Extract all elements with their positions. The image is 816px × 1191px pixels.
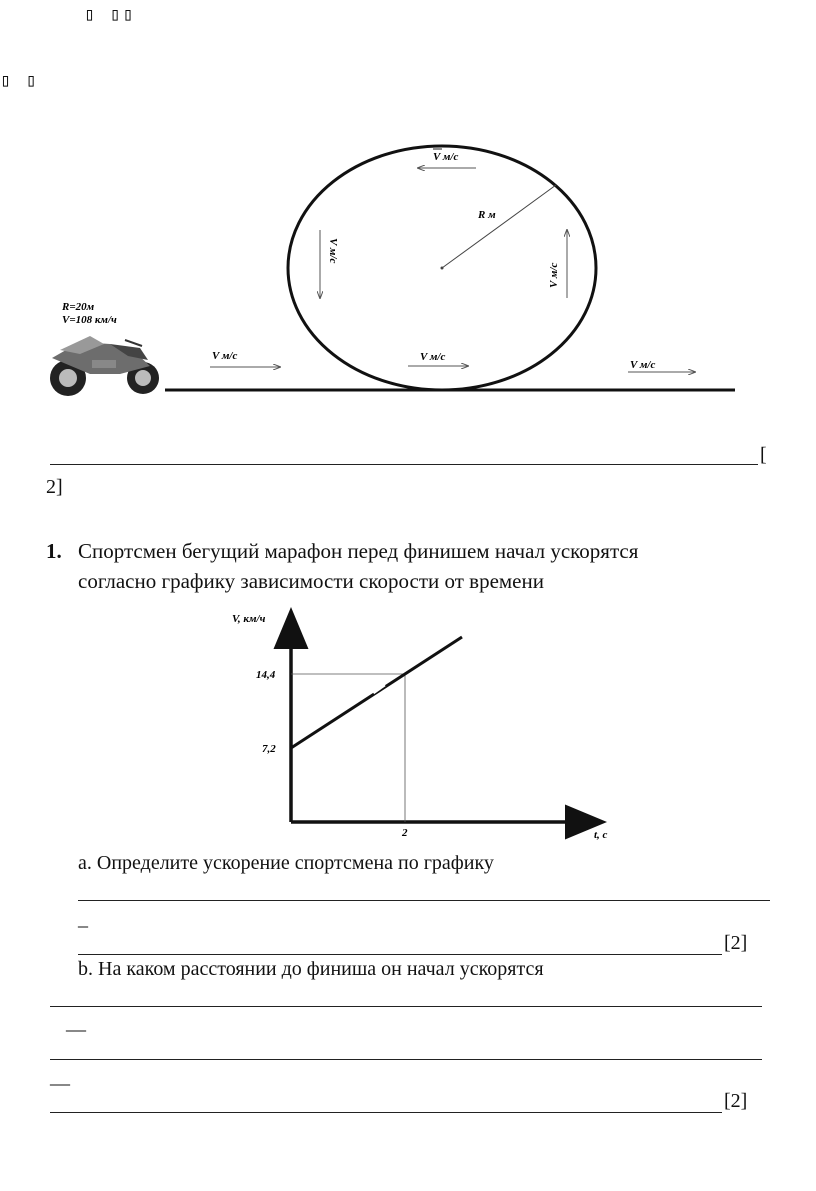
answer-line-a2[interactable]	[78, 954, 722, 955]
dash-b1: __	[66, 1012, 86, 1034]
y-tick-label-14-4: 14,4	[256, 668, 276, 681]
loop-center	[441, 267, 444, 270]
task-number: 1.	[46, 539, 62, 563]
task-text-line2: согласно графику зависимости скорости от времени	[78, 569, 544, 593]
dash-b2: __	[50, 1066, 70, 1088]
vel-label-left: V м/с	[327, 238, 339, 264]
vel-label-after: V м/с	[630, 359, 656, 371]
radius-label: R м	[478, 209, 496, 221]
header-glyphs-top: ▯ ▯▯	[84, 4, 136, 25]
part-a-question: a. Определите ускорение спортсмена по графику	[78, 852, 494, 874]
dash-a: _	[78, 908, 88, 930]
vel-label-before: V м/с	[212, 350, 238, 362]
series-line	[291, 637, 462, 748]
y-axis-label: V, км/ч	[232, 613, 266, 625]
answer-line-b1[interactable]	[50, 1006, 762, 1007]
velocity-time-chart	[220, 600, 640, 850]
mark-first: [	[760, 444, 767, 466]
x-axis-label: t, с	[594, 829, 608, 841]
mark-first-cont: 2]	[46, 476, 63, 498]
vel-label-bottom: V м/с	[420, 351, 446, 363]
task-text-line1: Спортсмен бегущий марафон перед финишем начал ускорятся	[78, 539, 639, 563]
vel-label-top: V м/с	[433, 151, 459, 163]
given-v: V=108 км/ч	[62, 314, 117, 326]
motorcycle-icon	[50, 336, 159, 396]
header-glyphs-left: ▯ ▯	[0, 70, 39, 91]
answer-line-b2[interactable]	[50, 1059, 762, 1060]
answer-line-first[interactable]	[50, 464, 758, 465]
y-tick-label-7-2: 7,2	[262, 742, 276, 755]
mark-b: [2]	[724, 1090, 748, 1112]
loop-diagram	[0, 130, 816, 410]
part-b-question: b. На каком расстоянии до финиша он начал ускорятся	[78, 958, 544, 980]
given-r: R=20м	[62, 301, 95, 313]
answer-line-b3[interactable]	[50, 1112, 722, 1113]
x-tick-label-2: 2	[402, 827, 408, 839]
vel-label-right: V м/с	[548, 262, 560, 288]
answer-line-a1[interactable]	[78, 900, 770, 901]
radius-line	[442, 185, 556, 268]
mark-a: [2]	[724, 932, 748, 954]
